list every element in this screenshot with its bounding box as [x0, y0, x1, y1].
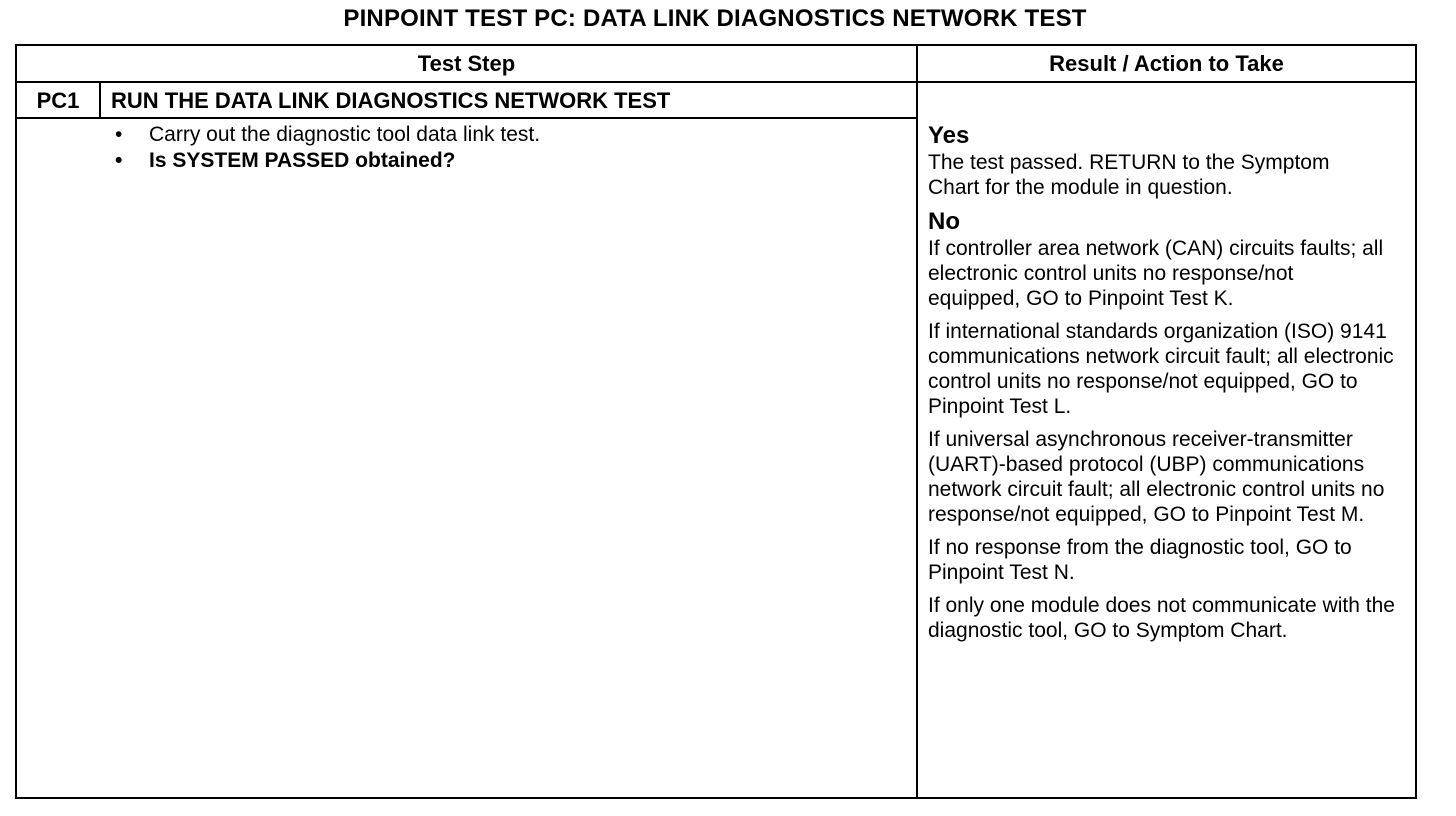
no-action-item: If controller area network (CAN) circuits faults; all electronic control units no response/not equipped, GO to Pinpoint Test K.: [928, 237, 1384, 310]
no-label: No: [928, 208, 960, 235]
step-title-divider: [17, 117, 916, 119]
header-result-action: Result / Action to Take: [1049, 51, 1284, 76]
step-bullet-text: Carry out the diagnostic tool data link test.: [149, 123, 541, 146]
no-action-item: If no response from the diagnostic tool, GO to Pinpoint Test N.: [928, 536, 1352, 584]
step-bullet-question: Is SYSTEM PASSED obtained?: [149, 149, 456, 172]
page-title: PINPOINT TEST PC: DATA LINK DIAGNOSTICS NETWORK TEST: [343, 5, 1087, 32]
result-column: [928, 118, 1414, 643]
no-action-item: If only one module does not communicate with the diagnostic tool, GO to Symptom Chart.: [928, 594, 1395, 642]
step-bullets: [111, 122, 540, 174]
step-id-divider: [99, 83, 101, 118]
header-test-step: Test Step: [417, 51, 516, 76]
step-bullet-item: [111, 148, 540, 174]
yes-action: The test passed. RETURN to the Symptom Chart for the module in question.: [928, 151, 1330, 199]
bullet-icon: •: [115, 123, 123, 146]
yes-label: Yes: [928, 122, 970, 149]
step-title: RUN THE DATA LINK DIAGNOSTICS NETWORK TEST: [111, 88, 671, 113]
pinpoint-test-table: [15, 44, 1417, 799]
bullet-icon: •: [115, 149, 123, 172]
step-id: PC1: [36, 88, 80, 113]
no-action-item: If universal asynchronous receiver-transmitter (UART)-based protocol (UBP) communications network circuit fault; all electronic control units no response/not equipped, GO to Pinpoint Test M.: [928, 428, 1385, 526]
no-action-item: If international standards organization (ISO) 9141 communications network circuit fault; all electronic control units no response/not equipped, GO to Pinpoint Test L.: [928, 320, 1394, 418]
step-bullet-item: [111, 122, 540, 148]
column-divider: [916, 46, 918, 797]
